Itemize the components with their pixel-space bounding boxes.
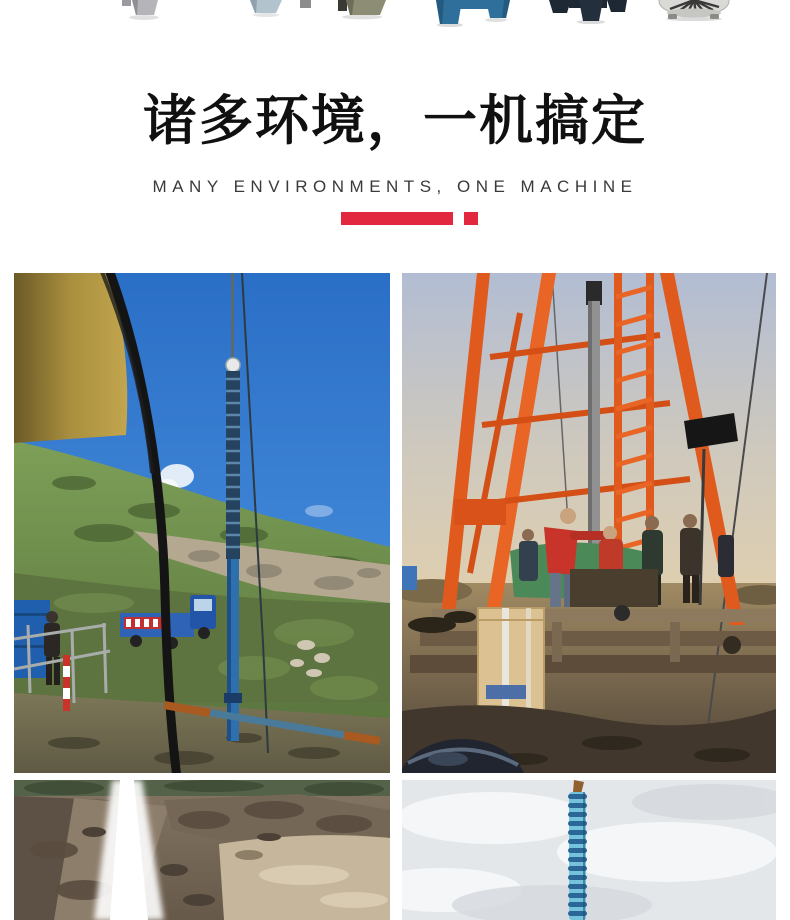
product-thumbnail-lightblue [246, 0, 288, 22]
worker-dark-4 [718, 535, 734, 577]
photo-blue-drill-rod [402, 780, 776, 920]
section-subtitle: MANY ENVIRONMENTS, ONE MACHINE [152, 177, 638, 196]
photo-muddy-site-water-spray [14, 780, 390, 920]
navy-pump-icon [549, 0, 627, 24]
striped-marker-pole [63, 655, 70, 711]
accent-bar [341, 212, 453, 225]
blue-pump-icon [434, 0, 512, 27]
photo-hillside-drill-rig [14, 273, 390, 773]
product-thumbnail-gray [122, 0, 162, 25]
product-thumbnail-blue [434, 0, 512, 32]
drill-rod [568, 780, 587, 920]
olive-pump-icon [300, 0, 388, 20]
blue-barrel [402, 566, 417, 590]
product-thumbnail-navy [549, 0, 627, 29]
accent-square [464, 212, 478, 225]
product-thumbnail-strainer [658, 0, 730, 26]
photo-derrick-tower-crew [402, 273, 776, 773]
light-blue-pump-icon [246, 0, 288, 17]
gray-pump-icon [122, 0, 162, 20]
product-thumbnail-olive [300, 0, 388, 25]
section-title: 诸多环境，一机搞定 [143, 91, 647, 151]
accent-underline [14, 212, 790, 225]
strainer-base-icon [658, 0, 730, 21]
